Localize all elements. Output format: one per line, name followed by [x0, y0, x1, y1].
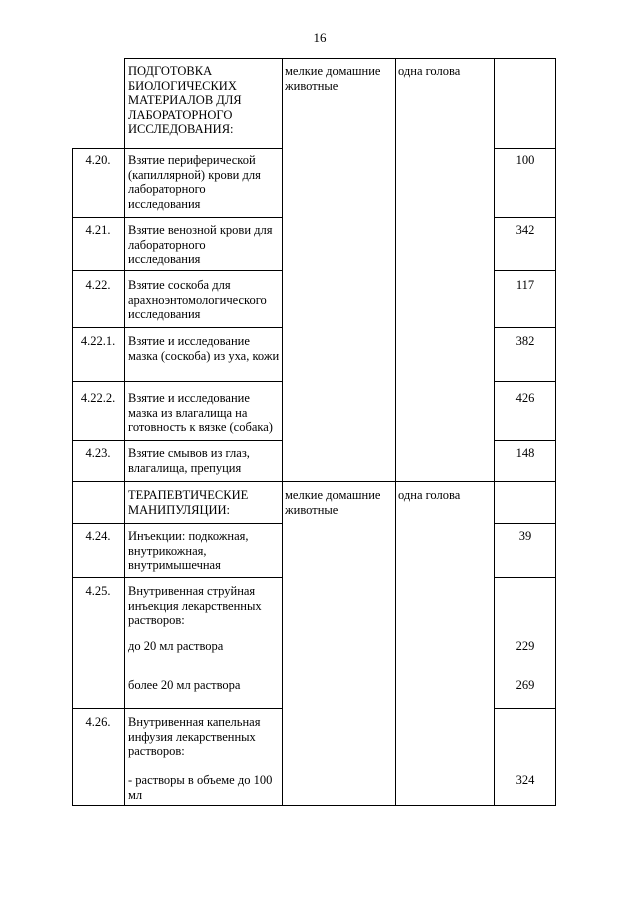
- unit-cell: одна голова: [398, 64, 461, 78]
- row-price: 100: [515, 153, 535, 167]
- animals-cell: мелкие домашние животные: [285, 64, 381, 93]
- row-line: [494, 148, 556, 149]
- row-code: 4.25.: [85, 584, 111, 598]
- row-line: [72, 148, 283, 149]
- animals-cell: мелкие домашние животные: [285, 488, 381, 517]
- row-line: [494, 523, 556, 524]
- col-line-right: [555, 58, 556, 806]
- row-line-top: [124, 58, 556, 59]
- row-name: Взятие соскоба для арахноэнтомологического исследования: [128, 278, 267, 321]
- row-name: Взятие и исследование мазка из влагалища на готовность к вязке (собака): [128, 391, 273, 434]
- row-code: 4.23.: [85, 446, 111, 460]
- tariff-table: [72, 58, 556, 806]
- col-line-unit: [494, 58, 495, 806]
- row-code: 4.22.: [85, 278, 111, 292]
- row-name: Взятие смывов из глаз, влагалища, препуция: [128, 446, 250, 475]
- row-price: 382: [515, 334, 535, 348]
- row-line: [72, 577, 283, 578]
- row-line: [72, 708, 283, 709]
- row-name: Внутривенная капельная инфузия лекарственных растворов:: [128, 715, 261, 758]
- unit-cell: одна голова: [398, 488, 461, 502]
- row-line: [72, 270, 283, 271]
- row-line: [494, 270, 556, 271]
- row-line: [72, 327, 283, 328]
- row-line: [72, 381, 283, 382]
- sub-row-name: более 20 мл раствора: [128, 678, 241, 692]
- page-number: 16: [313, 30, 327, 45]
- row-code: 4.21.: [85, 223, 111, 237]
- row-code: 4.24.: [85, 529, 111, 543]
- row-price: 426: [515, 391, 535, 405]
- row-price: 342: [515, 223, 535, 237]
- row-name: Инъекции: подкожная, внутрикожная, внутримышечная: [128, 529, 249, 572]
- row-line: [72, 523, 283, 524]
- row-line: [494, 440, 556, 441]
- row-price: 148: [515, 446, 535, 460]
- sub-row-name: до 20 мл раствора: [128, 639, 224, 653]
- row-line: [494, 577, 556, 578]
- sub-row-price: 324: [515, 773, 535, 787]
- row-code: 4.20.: [85, 153, 111, 167]
- row-name: Внутривенная струйная инъекция лекарственных растворов:: [128, 584, 262, 627]
- row-line: [72, 217, 283, 218]
- section-heading: ПОДГОТОВКА БИОЛОГИЧЕСКИХ МАТЕРИАЛОВ ДЛЯ ЛАБОРАТОРНОГО ИССЛЕДОВАНИЯ:: [128, 64, 242, 136]
- section-heading: ТЕРАПЕВТИЧЕСКИЕ МАНИПУЛЯЦИИ:: [128, 488, 249, 517]
- row-line: [72, 440, 283, 441]
- row-code: 4.22.2.: [80, 391, 116, 405]
- row-name: Взятие венозной крови для лабораторного исследования: [128, 223, 273, 266]
- row-line: [494, 217, 556, 218]
- sub-row-name: - растворы в объеме до 100 мл: [128, 773, 273, 802]
- row-line: [494, 708, 556, 709]
- row-price: 39: [518, 529, 532, 543]
- row-name: Взятие периферической (капиллярной) крови для лабораторного исследования: [128, 153, 261, 211]
- row-line-bottom: [72, 805, 556, 806]
- sub-row-price: 229: [515, 639, 535, 653]
- row-code: 4.26.: [85, 715, 111, 729]
- row-name: Взятие и исследование мазка (соскоба) из уха, кожи: [128, 334, 280, 363]
- row-line: [494, 327, 556, 328]
- row-line: [494, 381, 556, 382]
- row-code: 4.22.1.: [80, 334, 116, 348]
- col-line-name: [282, 58, 283, 806]
- col-line-code: [124, 58, 125, 806]
- row-price: 117: [515, 278, 535, 292]
- col-line-animals: [395, 58, 396, 806]
- section-line: [72, 481, 556, 482]
- sub-row-price: 269: [515, 678, 535, 692]
